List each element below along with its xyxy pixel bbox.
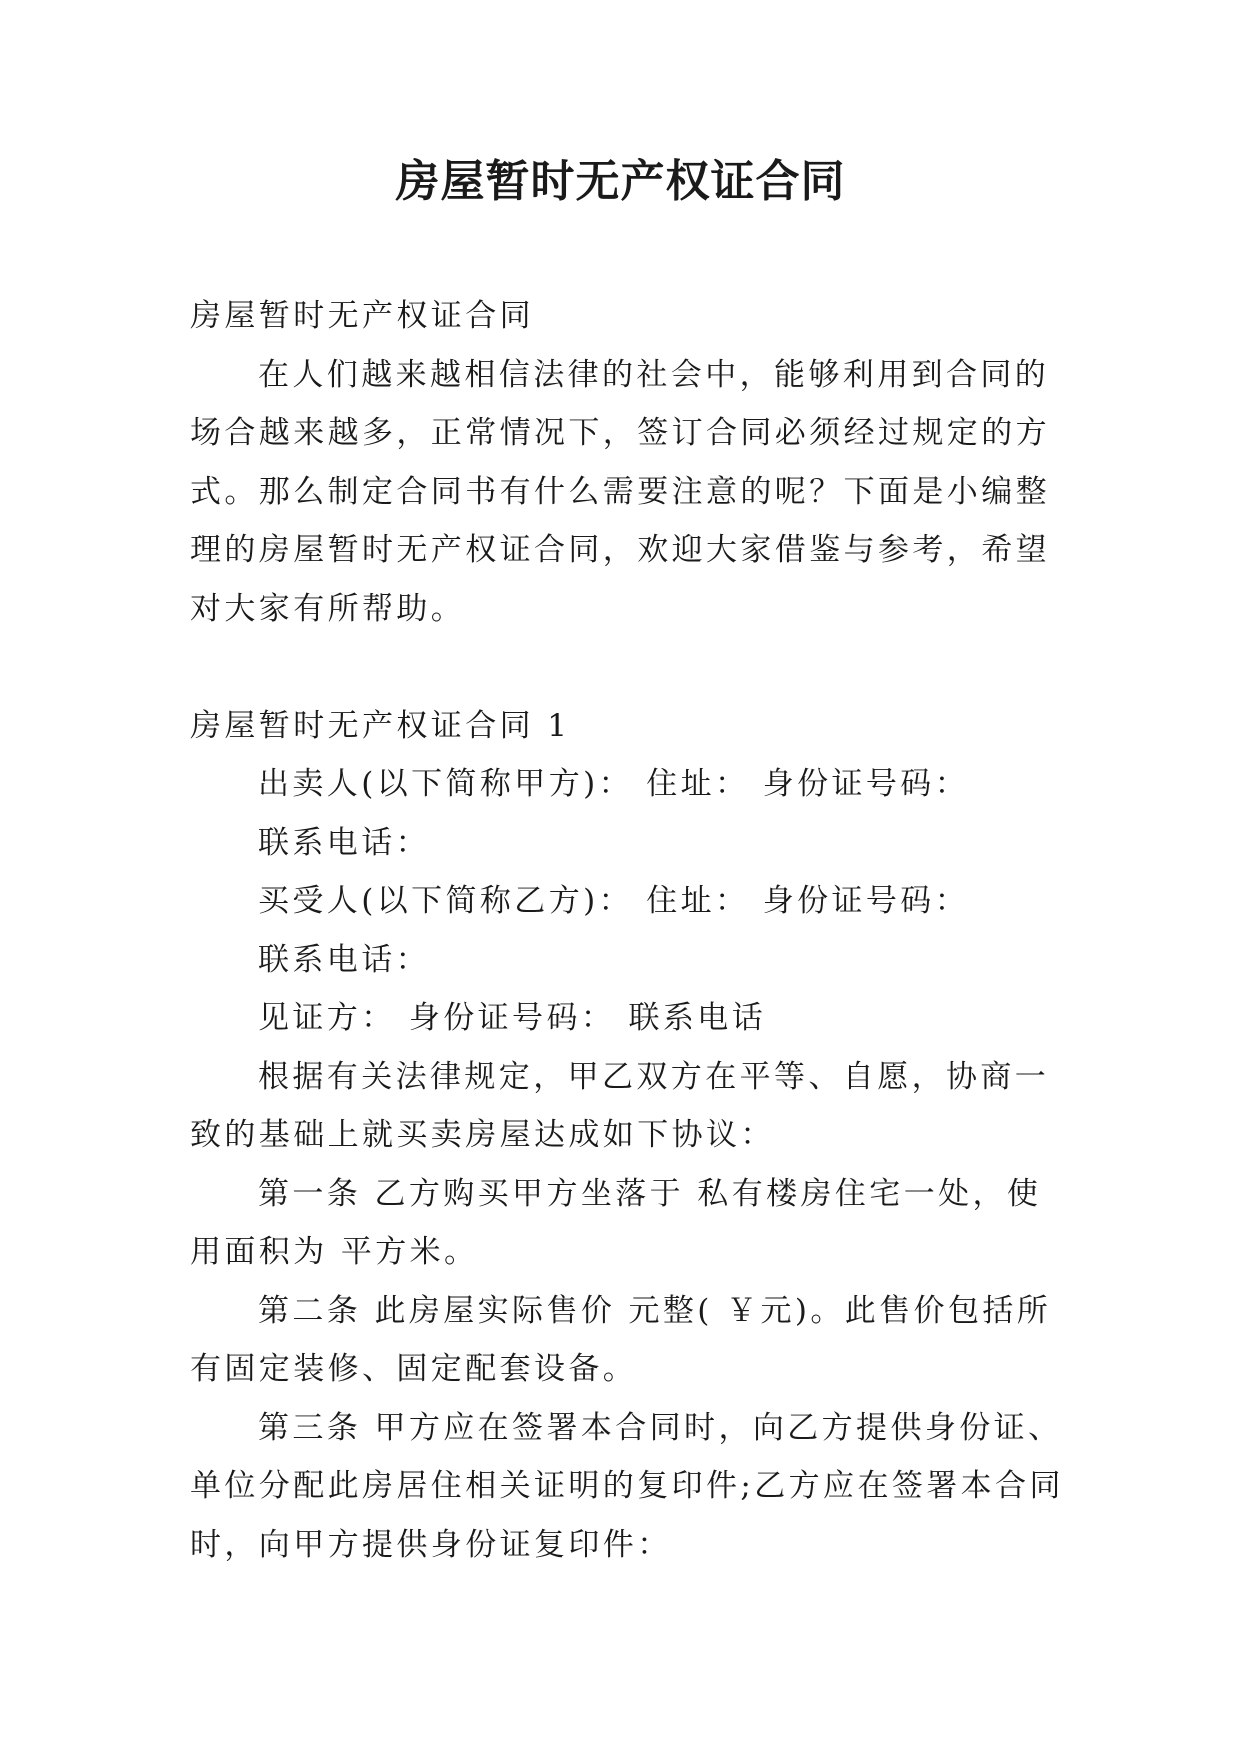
paragraph-gap	[190, 638, 1070, 697]
buyer-phone-line: 联系电话：	[258, 941, 430, 978]
intro-paragraph: 在人们越来越相信法律的社会中，能够利用到合同的场合越来越多，正常情况下，签订合同必须经过规定的方式。那么制定合同书有什么需要注意的呢？下面是小编整理的房屋暂时无产权证合同，欢迎大家借鉴与参考，希望对大家有所帮助。	[190, 356, 1050, 627]
document-body	[190, 287, 1070, 1574]
seller-phone-line: 联系电话：	[258, 824, 430, 861]
seller-line: 出卖人(以下简称甲方)： 住址： 身份证号码：	[258, 766, 970, 802]
section-heading: 房屋暂时无产权证合同 1	[190, 707, 571, 744]
witness-line: 见证方： 身份证号码： 联系电话	[258, 1000, 767, 1036]
article-3: 第三条 甲方应在签署本合同时，向乙方提供身份证、单位分配此房居住相关证明的复印件;乙方应在签署本合同时，向甲方提供身份证复印件：	[190, 1409, 1064, 1563]
basis-paragraph: 根据有关法律规定，甲乙双方在平等、自愿，协商一致的基础上就买卖房屋达成如下协议：	[190, 1058, 1050, 1153]
subtitle: 房屋暂时无产权证合同	[190, 298, 534, 334]
buyer-line: 买受人(以下简称乙方)： 住址： 身份证号码：	[258, 883, 970, 919]
article-1: 第一条 乙方购买甲方坐落于 私有楼房住宅一处，使用面积为 平方米。	[190, 1175, 1042, 1270]
article-2: 第二条 此房屋实际售价 元整( ￥元)。此售价包括所有固定装修、固定配套设备。	[190, 1292, 1052, 1387]
document-title: 房屋暂时无产权证合同	[395, 156, 846, 207]
